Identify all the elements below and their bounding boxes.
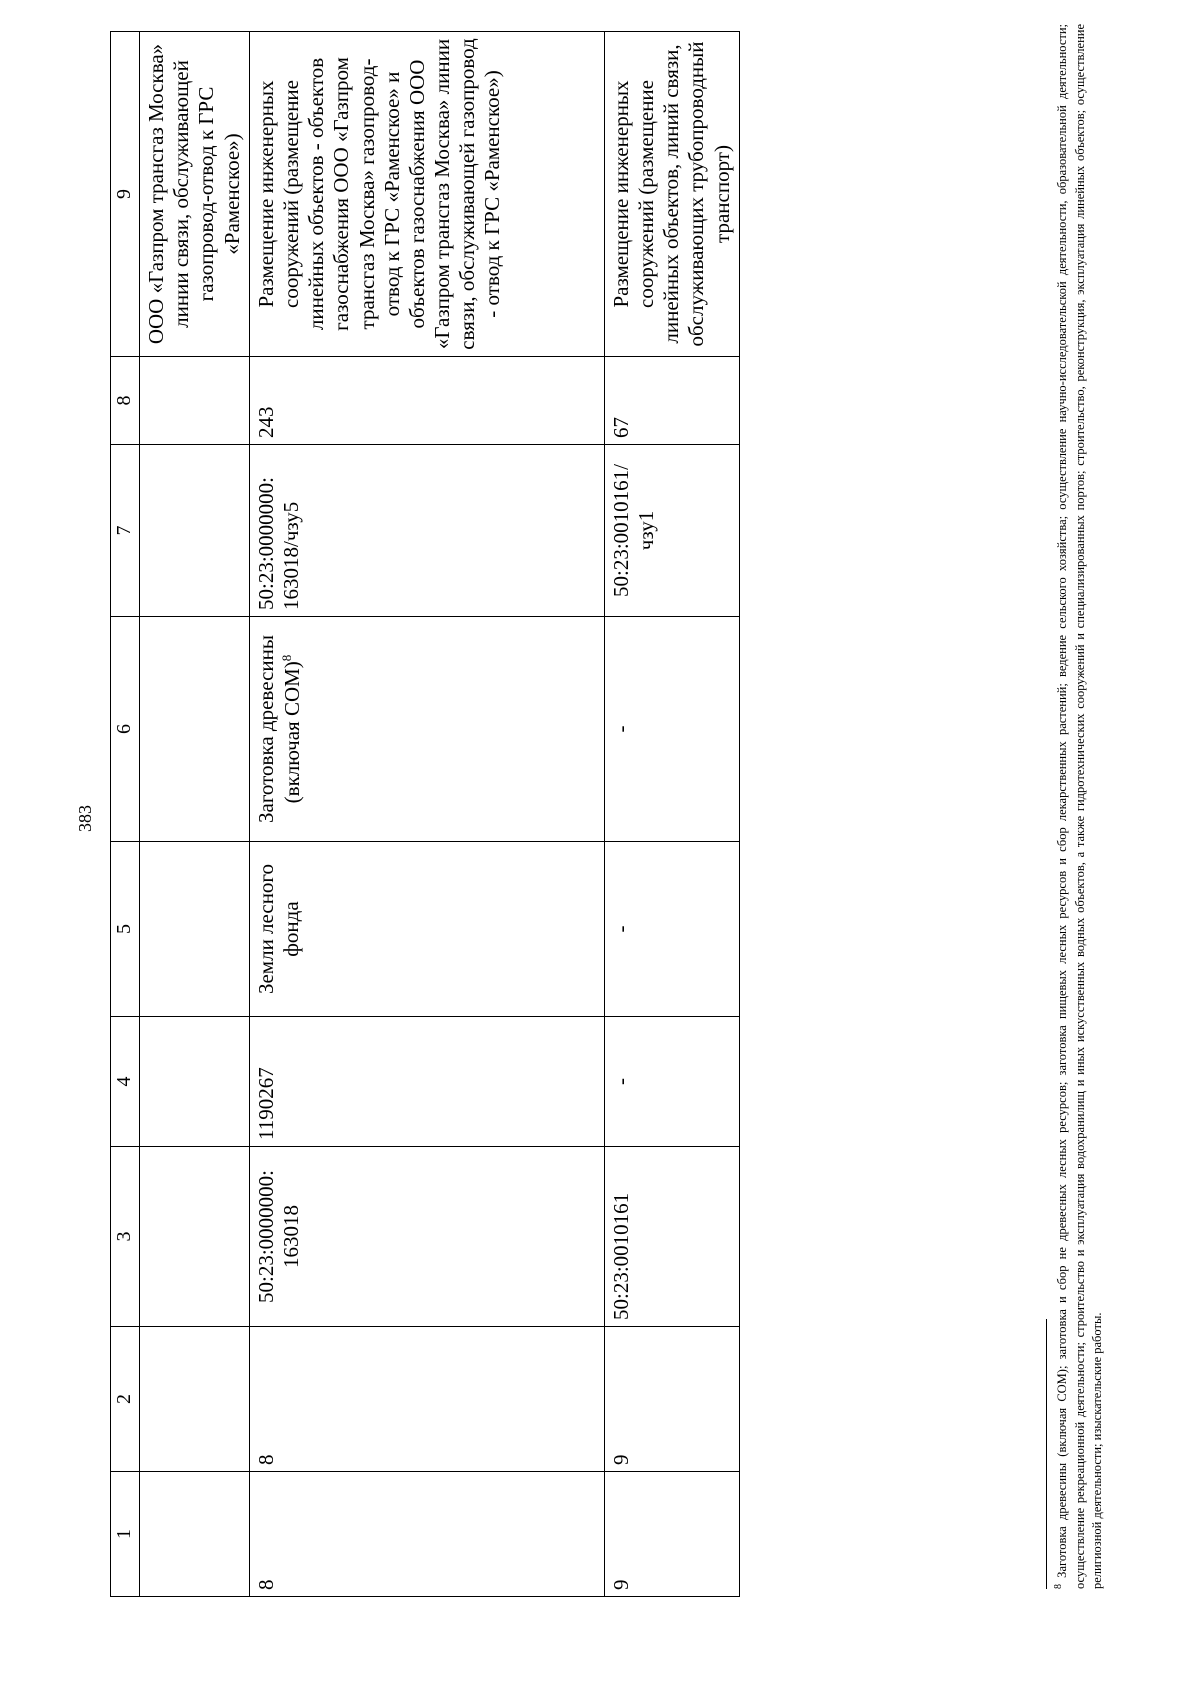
area-cell: - xyxy=(604,1017,739,1147)
permitted-use-cell xyxy=(249,617,604,842)
purpose-cell: Размещение инженерных сооружений (размещение линейных объектов - объектов газоснабжения ООО «Газпром трансгаз Москва» газопровод-отвод к ГРС «Раменское» и объектов газоснабжения ООО «Газпром трансгаз Москва» линии связи, обслуживающей газопровод - отвод к ГРС «Раменское») xyxy=(249,32,604,357)
header-cell: 1 xyxy=(111,1472,140,1597)
empty-cell xyxy=(140,445,250,617)
header-cell: 8 xyxy=(111,357,140,445)
part-number-cell: 50:23:0000000: 163018/чзу5 xyxy=(249,445,604,617)
land-plots-table xyxy=(110,31,740,1597)
purpose-cell: Размещение инженерных сооружений (размещение линейных объектов, линий связи, обслуживающих трубопроводный транспорт) xyxy=(604,32,739,357)
footnote xyxy=(1052,24,1107,1589)
permitted-use-cell: - xyxy=(604,617,739,842)
empty-cell xyxy=(140,1327,250,1472)
cadastral-number-cell: 50:23:0000000: 163018 xyxy=(249,1147,604,1327)
plot-number-cell: 9 xyxy=(604,1327,739,1472)
header-cell: 7 xyxy=(111,445,140,617)
page-number: 383 xyxy=(75,805,95,832)
table-header-row xyxy=(111,32,140,1597)
table-row-continuation xyxy=(140,32,250,1597)
part-area-cell: 243 xyxy=(249,357,604,445)
header-cell: 3 xyxy=(111,1147,140,1327)
header-cell: 5 xyxy=(111,842,140,1017)
empty-cell xyxy=(140,842,250,1017)
empty-cell xyxy=(140,1017,250,1147)
footnote-mark: 8 xyxy=(1053,1584,1064,1589)
purpose-cell: ООО «Газпром трансгаз Москва» линии связи, обслуживающей газопровод-отвод к ГРС «Раменское») xyxy=(140,32,250,357)
table-row xyxy=(604,32,739,1597)
cadastral-number-cell: 50:23:0010161 xyxy=(604,1147,739,1327)
table-row xyxy=(249,32,604,1597)
part-number-cell: 50:23:0010161/ чзу1 xyxy=(604,445,739,617)
footnote-divider xyxy=(1046,1319,1047,1589)
land-category-cell: Земли лесного фонда xyxy=(249,842,604,1017)
part-area-cell: 67 xyxy=(604,357,739,445)
empty-cell xyxy=(140,357,250,445)
land-category-cell: - xyxy=(604,842,739,1017)
header-cell: 4 xyxy=(111,1017,140,1147)
empty-cell xyxy=(140,1472,250,1597)
empty-cell xyxy=(140,1147,250,1327)
empty-cell xyxy=(140,617,250,842)
header-cell: 2 xyxy=(111,1327,140,1472)
footnote-mark: 8 xyxy=(278,654,294,662)
permitted-use-text: Заготовка древесины (включая СОМ) xyxy=(253,635,304,823)
row-number-cell: 8 xyxy=(249,1472,604,1597)
footnote-text: Заготовка древесины (включая СОМ); заготовка и сбор не древесных лесных ресурсов; заготовка пищевых лесных ресурсов и сбор лекарственных растений; ведение сельского хозяйства; осуществление научно-исследовательской деятельности, образовательной деятельности; осуществление рекреационной деятельности; строительство и эксплуатация водохранилищ и иных искусственных водных объектов, а также гидротехнических сооружений и специализированных портов; строительство, реконструкция, эксплуатация линейных объектов; осуществление религиозной деятельности; изыскательские работы. xyxy=(1055,23,1105,1589)
header-cell: 9 xyxy=(111,32,140,357)
row-number-cell: 9 xyxy=(604,1472,739,1597)
plot-number-cell: 8 xyxy=(249,1327,604,1472)
area-cell: 1190267 xyxy=(249,1017,604,1147)
header-cell: 6 xyxy=(111,617,140,842)
